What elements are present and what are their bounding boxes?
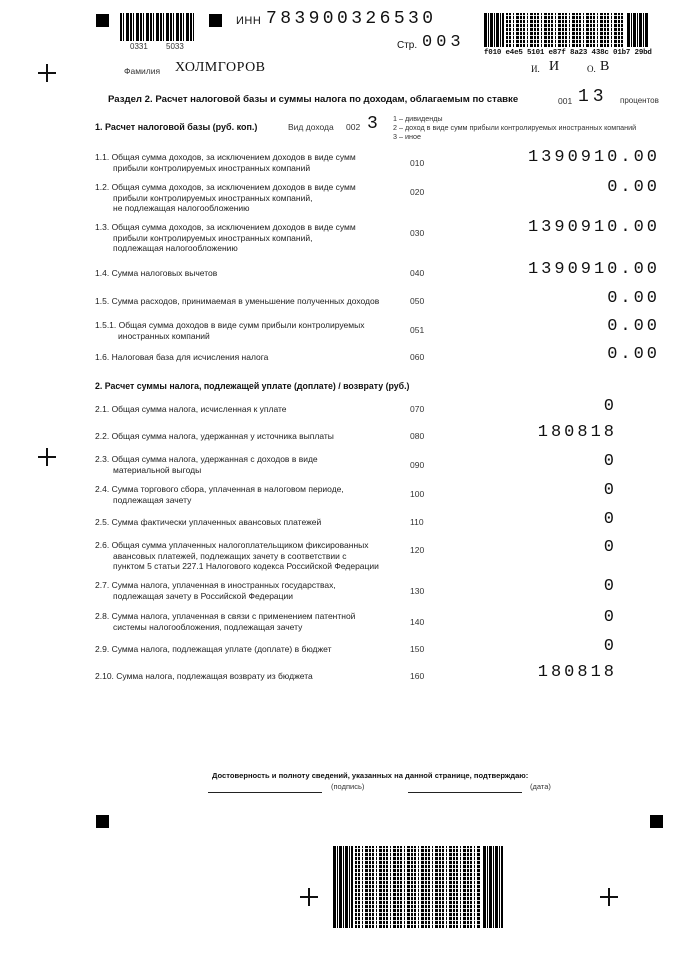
row-2-5: 2.5. Сумма фактически уплаченных авансовых платежей: [95, 517, 322, 527]
value-040: 1390910.00: [527, 260, 660, 279]
signature-line[interactable]: [208, 792, 322, 793]
registration-cross-icon: [600, 888, 618, 906]
signature-label: (подпись): [331, 782, 365, 791]
value-010: 1390910.00: [527, 148, 660, 167]
value-060: 0.00: [607, 345, 660, 364]
code-160: 160: [410, 671, 425, 681]
code-080: 080: [410, 431, 425, 441]
registration-cross-icon: [300, 888, 318, 906]
income-type-code: 002: [346, 122, 361, 132]
value-050: 0.00: [607, 289, 660, 308]
income-type-value: 3: [367, 114, 378, 134]
code-020: 020: [410, 187, 425, 197]
row-1-2: 1.2. Общая сумма доходов, за исключением доходов в виде сумм прибыли контролируемых иностранных компаний, не подлежащая налогообложению: [95, 182, 356, 213]
part1-title: 1. Расчет налоговой базы (руб. коп.): [95, 122, 258, 132]
confirm-text: Достоверность и полноту сведений, указанных на данной странице, подтверждаю:: [212, 771, 529, 780]
barcode-number-1: 0331: [130, 42, 148, 51]
code-150: 150: [410, 644, 425, 654]
value-160: 180818: [537, 663, 617, 682]
barcode-number-2: 5033: [166, 42, 184, 51]
value-130: 0: [603, 577, 617, 596]
value-030: 1390910.00: [527, 218, 660, 237]
pdf417-barcode-top: [484, 13, 649, 47]
section-title: Раздел 2. Расчет налоговой базы и суммы налога по доходам, облагаемым по ставке: [108, 94, 519, 105]
value-110: 0: [603, 510, 617, 529]
corner-marker-bottom-left: [96, 815, 109, 828]
income-type-options: [393, 114, 636, 141]
registration-cross-icon: [38, 64, 56, 82]
value-120: 0: [603, 538, 617, 557]
page-value: 003: [422, 33, 465, 52]
code-050: 050: [410, 296, 425, 306]
corner-marker-top-mid: [209, 14, 222, 27]
surname-value: ХОЛМГОРОВ: [175, 60, 266, 75]
income-type-option: 3 – иное: [393, 132, 421, 141]
registration-cross-icon: [38, 448, 56, 466]
value-090: 0: [603, 452, 617, 471]
code-070: 070: [410, 404, 425, 414]
surname-label: Фамилия: [124, 66, 161, 76]
inn-value: 783900326530: [266, 9, 437, 29]
value-080: 180818: [537, 423, 617, 442]
code-030: 030: [410, 228, 425, 238]
initials-o-value: В: [600, 59, 610, 74]
rate-unit: процентов: [620, 96, 659, 105]
row-2-9: 2.9. Сумма налога, подлежащая уплате (доплате) в бюджет: [95, 644, 332, 654]
initials-i-value: И: [549, 59, 560, 74]
code-120: 120: [410, 545, 425, 555]
row-2-1: 2.1. Общая сумма налога, исчисленная к уплате: [95, 404, 287, 414]
row-1-5-1: 1.5.1. Общая сумма доходов в виде сумм прибыли контролируемых иностранных компаний: [95, 320, 365, 341]
row-2-4: 2.4. Сумма торгового сбора, уплаченная в налоговом периоде, подлежащая зачету: [95, 484, 344, 505]
row-2-3: 2.3. Общая сумма налога, удержанная с доходов в виде материальной выгоды: [95, 454, 318, 475]
row-1-6: 1.6. Налоговая база для исчисления налога: [95, 352, 269, 362]
part2-title: 2. Расчет суммы налога, подлежащей уплате (доплате) / возврату (руб.): [95, 381, 410, 391]
income-type-option: 1 – дивиденды: [393, 114, 443, 123]
income-type-option: 2 – доход в виде сумм прибыли контролируемых иностранных компаний: [393, 123, 637, 132]
corner-marker-bottom-right: [650, 815, 663, 828]
row-2-6: 2.6. Общая сумма уплаченных налогоплательщиком фиксированных авансовых платежей, подлежащих зачету в соответствии с пунктом 5 статьи 227.1 Налогового кодекса Российской Федерации: [95, 540, 379, 571]
value-070: 0: [603, 397, 617, 416]
row-1-3: 1.3. Общая сумма доходов, за исключением доходов в виде сумм прибыли контролируемых иностранных компаний, подлежащая налогообложению: [95, 222, 356, 253]
code-130: 130: [410, 586, 425, 596]
row-2-7: 2.7. Сумма налога, уплаченная в иностранных государствах, подлежащая зачету в Российской Федерации: [95, 580, 336, 601]
value-020: 0.00: [607, 178, 660, 197]
row-2-8: 2.8. Сумма налога, уплаченная в связи с применением патентной системы налогообложения, подлежащая зачету: [95, 611, 356, 632]
date-line[interactable]: [408, 792, 522, 793]
code-060: 060: [410, 352, 425, 362]
value-051: 0.00: [607, 317, 660, 336]
corner-marker-top-left: [96, 14, 109, 27]
date-label: (дата): [530, 782, 551, 791]
income-type-label: Вид дохода: [288, 122, 334, 132]
code-010: 010: [410, 158, 425, 168]
code-110: 110: [410, 517, 424, 527]
pdf417-barcode-bottom: [333, 846, 503, 928]
code-100: 100: [410, 489, 425, 499]
page-label: Стр.: [397, 40, 418, 51]
hash-code: f010 e4e5 5101 e87f 8a23 438c 01b7 29bd: [484, 49, 652, 57]
row-1-4: 1.4. Сумма налоговых вычетов: [95, 268, 218, 278]
rate-value: 13: [578, 87, 608, 107]
rate-code: 001: [558, 96, 573, 106]
row-1-1: 1.1. Общая сумма доходов, за исключением доходов в виде сумм прибыли контролируемых иностранных компаний: [95, 152, 356, 173]
inn-label: ИНН: [236, 15, 262, 27]
value-150: 0: [603, 637, 617, 656]
value-140: 0: [603, 608, 617, 627]
initials-i-label: И.: [531, 64, 540, 74]
code-090: 090: [410, 460, 425, 470]
initials-o-label: О.: [587, 64, 596, 74]
row-1-5: 1.5. Сумма расходов, принимаемая в уменьшение полученных доходов: [95, 296, 380, 306]
linear-barcode: [120, 13, 196, 41]
row-2-2: 2.2. Общая сумма налога, удержанная у источника выплаты: [95, 431, 334, 441]
value-100: 0: [603, 481, 617, 500]
code-040: 040: [410, 268, 425, 278]
row-2-10: 2.10. Сумма налога, подлежащая возврату из бюджета: [95, 671, 313, 681]
code-140: 140: [410, 617, 425, 627]
code-051: 051: [410, 325, 425, 335]
